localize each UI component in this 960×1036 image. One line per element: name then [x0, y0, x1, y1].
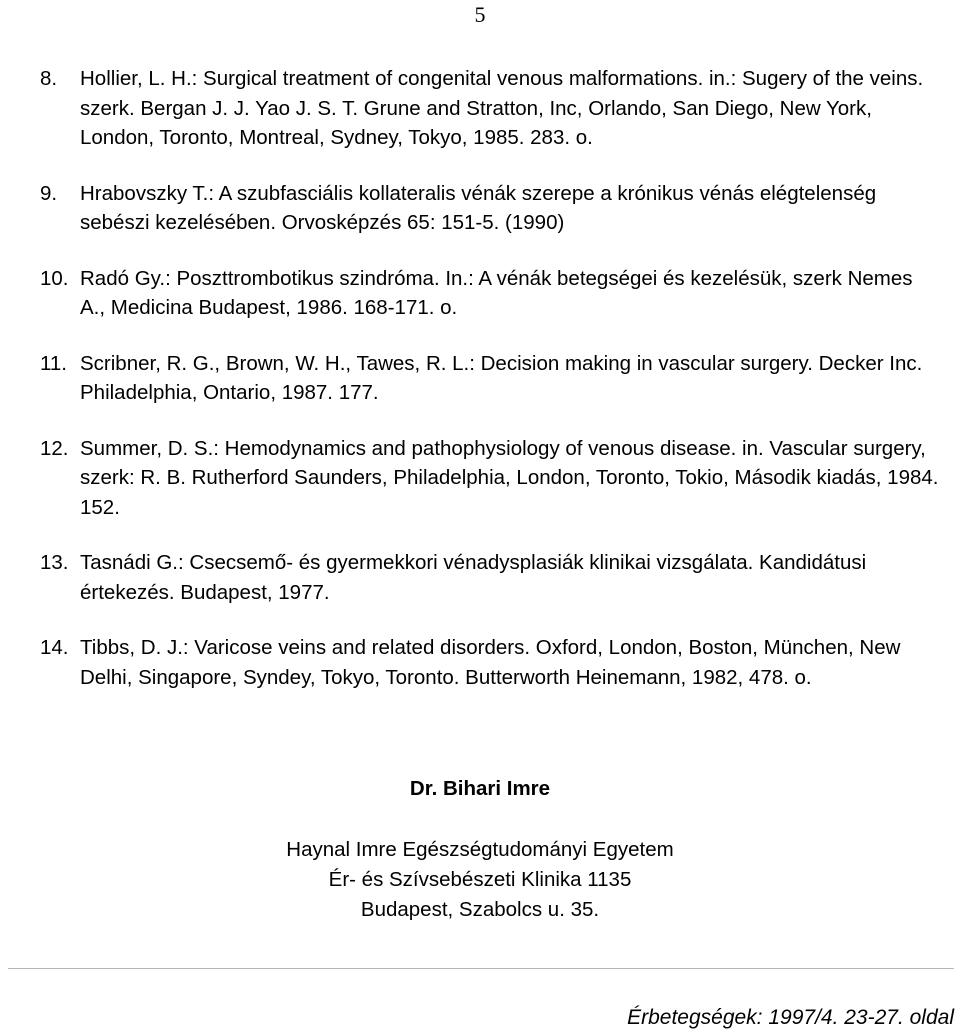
footer-divider — [8, 968, 954, 969]
reference-item — [40, 179, 940, 238]
address-line: Budapest, Szabolcs u. 35. — [360, 898, 600, 921]
reference-item — [40, 548, 940, 607]
reference-text: Scribner, R. G., Brown, W. H., Tawes, R. L.: Decision making in vascular surgery. Decker Inc. Philadelphia, Ontario, 1987. 177. — [80, 351, 923, 404]
reference-number: 12. — [40, 436, 69, 460]
reference-item — [40, 64, 940, 153]
reference-number: 9. — [40, 181, 58, 205]
journal-citation: Érbetegségek: 1997/4. 23-27. oldal — [627, 1006, 954, 1029]
reference-text: Hrabovszky T.: A szubfasciális kollateralis vénák szerepe a krónikus vénás elégtelenség sebészi kezelésében. Orvosképzés 65: 151-5. (1990) — [80, 181, 877, 234]
reference-item — [40, 434, 940, 523]
author-block — [0, 775, 960, 925]
reference-text: Tibbs, D. J.: Varicose veins and related disorders. Oxford, London, Boston, München, New Delhi, Singapore, Syndey, Tokyo, Toronto. Butterworth Heinemann, 1982, 478. o. — [80, 636, 901, 689]
page-number: 5 — [474, 2, 486, 27]
reference-text: Tasnádi G.: Csecsemő- és gyermekkori vénadysplasiák klinikai vizsgálata. Kandidátusi értekezés. Budapest, 1977. — [80, 551, 867, 604]
reference-number: 13. — [40, 551, 69, 574]
reference-item — [40, 264, 940, 323]
reference-item — [40, 633, 940, 692]
reference-text: Hollier, L. H.: Surgical treatment of congenital venous malformations. in.: Sugery of the veins. szerk. Bergan J. J. Yao J. S. T. Grune and Stratton, Inc, Orlando, San Diego, New York, London, Toronto, Montreal, Sydney, Tokyo, 1985. 283. o. — [80, 67, 924, 149]
reference-number: 10. — [40, 266, 69, 290]
reference-text: Summer, D. S.: Hemodynamics and pathophysiology of venous disease. in. Vascular surgery, szerk: R. B. Rutherford Saunders, Philadelphia, London, Toronto, Tokio, Második kiadás, 1984. 152. — [80, 436, 939, 519]
reference-text: Radó Gy.: Poszttrombotikus szindróma. In.: A vénák betegségei és kezelésük, szerk Nemes A., Medicina Budapest, 1986. 168-171. o. — [80, 266, 913, 319]
author-name: Dr. Bihari Imre — [409, 777, 551, 800]
reference-list — [40, 64, 940, 718]
reference-number: 14. — [40, 636, 69, 659]
reference-number: 8. — [40, 67, 58, 90]
reference-number: 11. — [40, 351, 67, 375]
address-line: Ér- és Szívsebészeti Klinika 1135 — [328, 868, 632, 891]
address-line: Haynal Imre Egészségtudományi Egyetem — [286, 838, 674, 861]
reference-item — [40, 349, 940, 408]
